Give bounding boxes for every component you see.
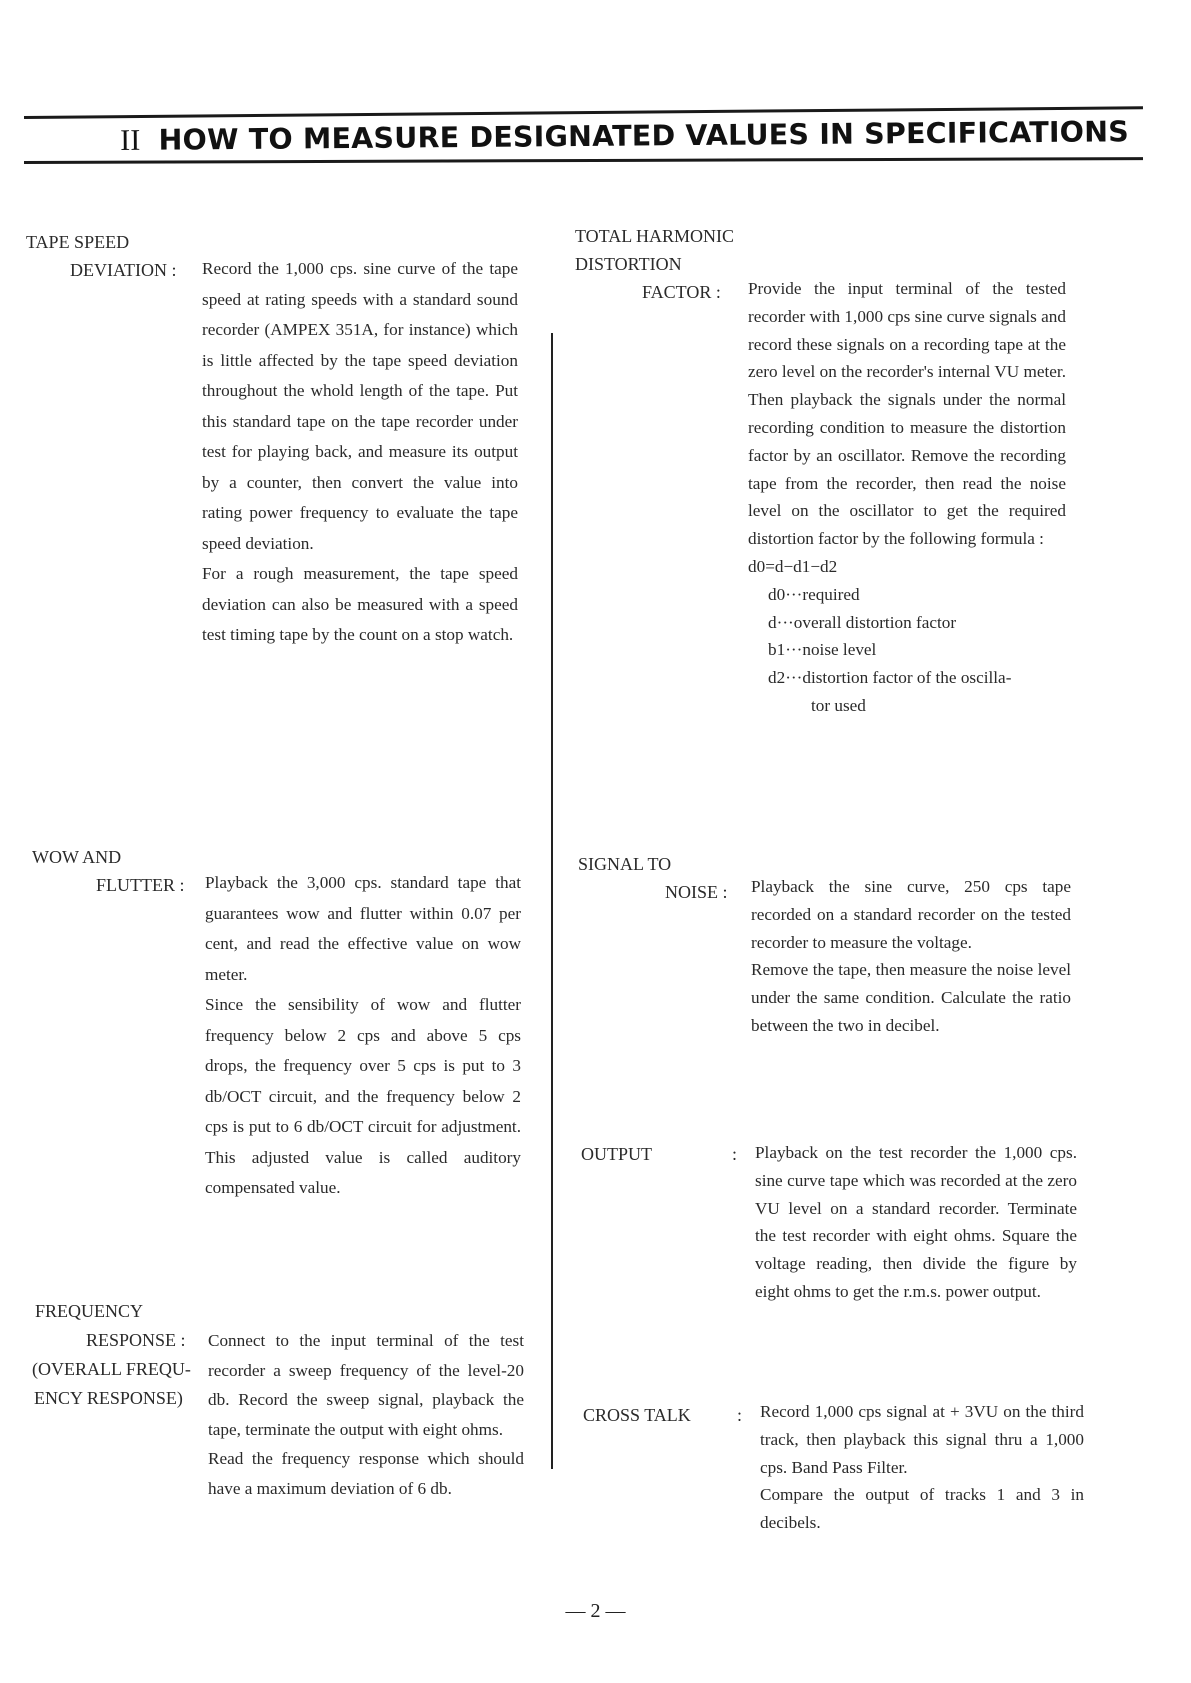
tape-speed-label xyxy=(26,228,176,284)
tape-speed-paragraph-1: Record the 1,000 cps. sine curve of the tape speed at rating speeds with a standard sound recorder (AMPEX 351A, for instance) which is little affected by the tape speed deviation throughout the whold length of the tape. Put this standard tape on the tape recorder under test for playing back, and measure its output by a counter, then convert the value into rating power frequency to evaluate the tape speed deviation. xyxy=(202,259,518,553)
wow-flutter-paragraph-1: Playback the 3,000 cps. standard tape that guarantees wow and flutter within 0.07 per cent, and read the effective value on wow meter. xyxy=(205,873,521,984)
thd-formula-block xyxy=(748,553,1066,720)
frequency-response-label-line1: FREQUENCY xyxy=(35,1301,144,1321)
thd-label-line2: DISTORTION xyxy=(575,254,682,274)
cross-talk-label xyxy=(583,1401,691,1429)
output-body xyxy=(755,1139,1077,1306)
frequency-response-paragraph-2: Read the frequency response which should have a maximum deviation of 6 db. xyxy=(208,1449,524,1498)
tape-speed-label-line2: DEVIATION : xyxy=(70,260,177,280)
cross-talk-label-text: CROSS TALK xyxy=(583,1405,691,1425)
output-colon xyxy=(732,1140,737,1168)
snr-body xyxy=(751,873,1071,1040)
wow-flutter-label-line1: WOW AND xyxy=(32,847,122,867)
thd-label-line3: FACTOR : xyxy=(642,282,721,302)
tape-speed-label-line1: TAPE SPEED xyxy=(26,232,130,252)
snr-label xyxy=(578,850,728,906)
frequency-response-label-line4: ENCY RESPONSE) xyxy=(34,1388,183,1408)
frequency-response-label-line2: RESPONSE : xyxy=(86,1330,186,1350)
frequency-response-body xyxy=(208,1326,524,1504)
wow-flutter-body xyxy=(205,868,521,1204)
cross-talk-colon xyxy=(737,1401,742,1429)
cross-talk-colon-text: : xyxy=(737,1405,743,1425)
output-label-text: OUTPUT xyxy=(581,1144,652,1164)
cross-talk-body xyxy=(760,1398,1084,1537)
thd-body xyxy=(748,275,1066,720)
snr-paragraph-2: Remove the tape, then measure the noise level under the same condition. Calculate the ratio between the two in decibel. xyxy=(751,960,1071,1035)
wow-flutter-paragraph-2: Since the sensibility of wow and flutter frequency below 2 cps and above 5 cps drops, the frequency over 5 cps is put to 3 db/OCT circuit, and the frequency below 2 cps is put to 6 db/OCT circuit for adjustment. This adjusted value is called auditory compensated value. xyxy=(205,995,521,1197)
thd-def-d: d···overall distortion factor xyxy=(768,612,957,632)
output-paragraph-1: Playback on the test recorder the 1,000 cps. sine curve tape which was recorded at the zero VU level on a standard recorder. Terminate the test recorder with eight ohms. Square the voltage reading, then divide the figure by eight ohms to get the r.m.s. power output. xyxy=(755,1143,1077,1301)
tape-speed-body xyxy=(202,254,518,651)
snr-paragraph-1: Playback the sine curve, 250 cps tape recorded on a standard recorder on the tested recorder to measure the voltage. xyxy=(751,877,1071,952)
tape-speed-paragraph-2: For a rough measurement, the tape speed deviation can also be measured with a speed test timing tape by the count on a stop watch. xyxy=(202,564,518,644)
header-bottom-rule xyxy=(24,157,1143,164)
output-label xyxy=(581,1140,652,1168)
snr-label-line1: SIGNAL TO xyxy=(578,854,672,874)
section-title: HOW TO MEASURE DESIGNATED VALUES IN SPECIFICATIONS xyxy=(158,115,1130,157)
thd-def-d0: d0···required xyxy=(768,584,860,604)
thd-def-d2-cont: tor used xyxy=(811,695,866,715)
thd-formula: d0=d−d1−d2 xyxy=(748,556,838,576)
wow-flutter-label-line2: FLUTTER : xyxy=(96,875,185,895)
cross-talk-paragraph-1: Record 1,000 cps signal at + 3VU on the third track, then playback this signal thru a 1,000 cps. Band Pass Filter. xyxy=(760,1402,1084,1477)
frequency-response-label xyxy=(32,1297,191,1413)
snr-label-line2: NOISE : xyxy=(665,882,728,902)
thd-def-b1: b1···noise level xyxy=(768,640,877,660)
wow-flutter-label xyxy=(32,843,185,899)
thd-label xyxy=(575,222,734,306)
thd-def-d2: d2···distortion factor of the oscilla- xyxy=(768,668,1012,688)
cross-talk-paragraph-2: Compare the output of tracks 1 and 3 in decibels. xyxy=(760,1485,1084,1533)
thd-paragraph-1: Provide the input terminal of the tested recorder with 1,000 cps sine curve signals and record these signals on a recording tape at the zero level on the recorder's internal VU meter. Then playback the signals under the normal recording condition to measure the distortion factor by an oscillator. Remove the recording tape from the recorder, then read the noise level on the oscillator to get the required distortion factor by the following formula : xyxy=(748,279,1066,549)
page-number: — 2 — xyxy=(565,1600,626,1622)
page-title xyxy=(120,115,1129,158)
frequency-response-paragraph-1: Connect to the input terminal of the test recorder a sweep frequency of the level-20 db. Record the sweep signal, playback the tape, terminate the output with eight ohms. xyxy=(208,1331,524,1439)
section-numeral: II xyxy=(120,123,141,157)
output-colon-text: : xyxy=(732,1144,738,1164)
column-divider xyxy=(551,333,553,1469)
frequency-response-label-line3: (OVERALL FREQU- xyxy=(32,1359,191,1379)
thd-label-line1: TOTAL HARMONIC xyxy=(575,226,735,246)
